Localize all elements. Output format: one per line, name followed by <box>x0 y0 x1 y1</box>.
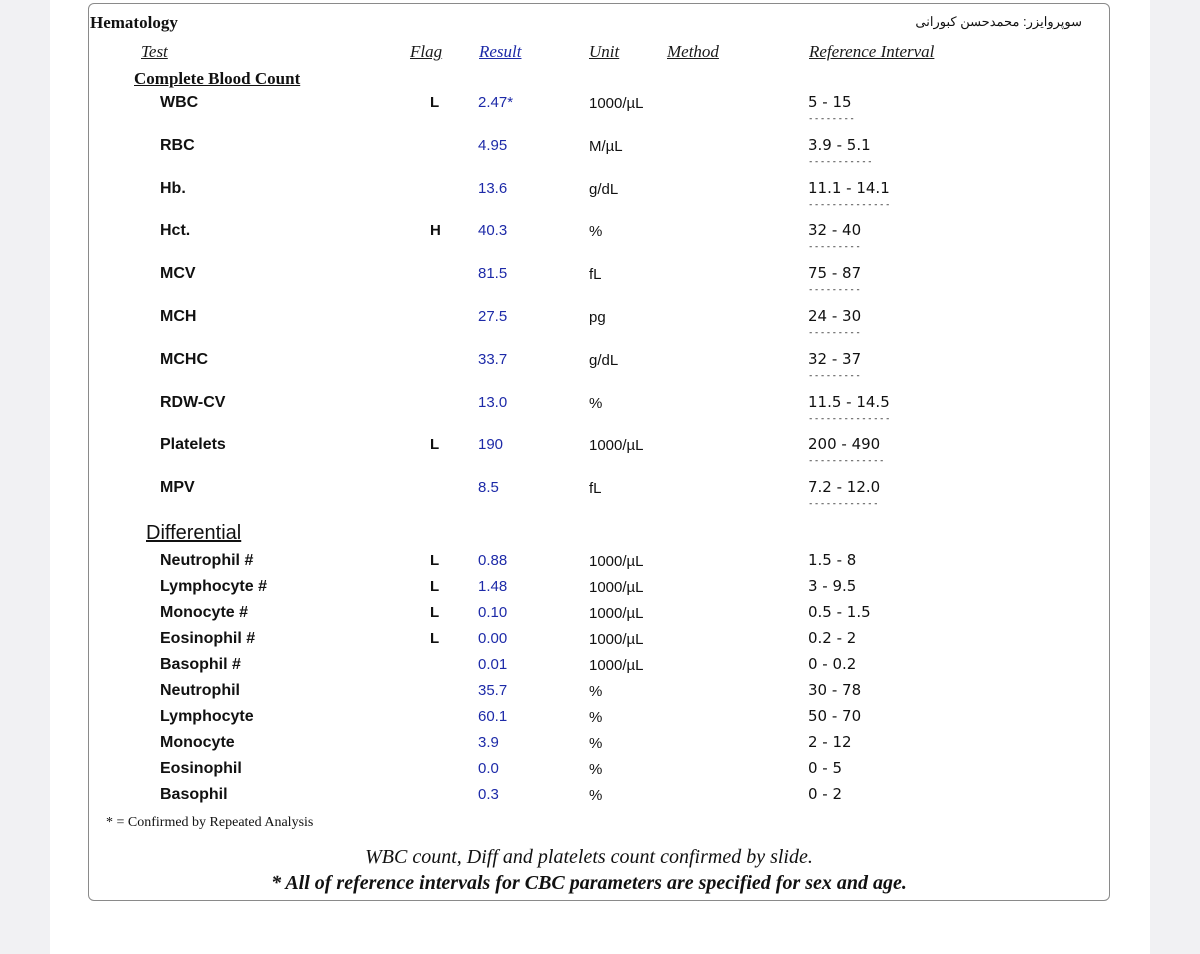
column-header-test: Test <box>141 42 168 61</box>
unit-value: 1000/µL <box>589 579 644 596</box>
unit-value: M/µL <box>589 137 623 155</box>
result-value: 190 <box>478 436 504 454</box>
unit-value: g/dL <box>589 351 619 369</box>
result-value: 81.5 <box>478 265 508 283</box>
reference-separator: -------- <box>808 114 856 124</box>
column-header-reference: Reference Interval <box>809 42 935 61</box>
footnote: * = Confirmed by Repeated Analysis <box>106 815 314 830</box>
unit-value: 1000/µL <box>589 553 644 570</box>
result-value: 3.9 <box>478 734 499 751</box>
result-value: 2.47* <box>478 94 514 111</box>
result-value: 0.3 <box>478 786 499 803</box>
test-name: WBC <box>160 94 199 111</box>
test-name: Lymphocyte # <box>160 578 267 595</box>
column-header-method: Method <box>667 42 719 61</box>
result-value: 13.0 <box>478 393 508 411</box>
supervisor-name: سوپروایزر: محمدحسن کبورانی <box>915 14 1082 29</box>
result-value: 0.00 <box>478 630 508 647</box>
result-value: 0.10 <box>478 604 508 621</box>
reference-interval: 200 - 490 <box>808 435 881 454</box>
result-value: 0.01 <box>478 656 508 673</box>
reference-interval: 11.1 - 14.1 <box>808 178 890 197</box>
unit-value: fL <box>589 480 602 498</box>
result-value: 13.6 <box>478 179 508 197</box>
test-name: Hct. <box>160 222 191 240</box>
result-value: 40.3 <box>478 222 508 240</box>
unit-value: 1000/µL <box>589 657 644 674</box>
test-name: RDW-CV <box>160 393 226 411</box>
test-name: Lymphocyte <box>160 708 254 725</box>
reference-interval: 1.5 - 8 <box>808 551 857 569</box>
unit-value: % <box>589 787 603 804</box>
reference-interval: 32 - 40 <box>808 221 862 240</box>
flag-value: L <box>430 604 440 621</box>
test-name: Hb. <box>160 179 186 197</box>
test-name: Eosinophil # <box>160 630 256 647</box>
reference-interval: 7.2 - 12.0 <box>808 478 881 497</box>
test-name: Platelets <box>160 436 226 454</box>
test-name: MPV <box>160 479 195 497</box>
flag-value: L <box>430 436 440 454</box>
result-value: 33.7 <box>478 350 508 368</box>
reference-interval: 11.5 - 14.5 <box>808 392 890 411</box>
reference-separator: ----------- <box>808 156 874 167</box>
cbc-group-title: Complete Blood Count <box>134 69 301 88</box>
result-value: 4.95 <box>478 136 508 154</box>
flag-value: H <box>430 222 441 240</box>
test-name: MCV <box>160 265 196 283</box>
reference-interval: 2 - 12 <box>808 733 852 751</box>
reference-interval-note: * All of reference intervals for CBC parameters are specified for sex and age. <box>271 872 907 894</box>
result-value: 8.5 <box>478 479 499 497</box>
test-name: Basophil <box>160 786 228 803</box>
test-name: Monocyte <box>160 734 235 751</box>
result-value: 35.7 <box>478 682 508 699</box>
reference-separator: ------------ <box>808 499 880 510</box>
reference-interval: 24 - 30 <box>808 307 862 325</box>
reference-separator: --------- <box>808 328 862 338</box>
flag-value: L <box>430 578 440 595</box>
unit-value: 1000/µL <box>589 605 644 622</box>
reference-interval: 0.2 - 2 <box>808 629 857 647</box>
unit-value: 1000/µL <box>589 437 644 455</box>
flag-value: L <box>430 94 440 111</box>
unit-value: fL <box>589 266 602 284</box>
reference-interval: 50 - 70 <box>808 707 862 725</box>
result-value: 27.5 <box>478 308 508 325</box>
reference-interval: 5 - 15 <box>808 93 852 111</box>
test-name: Neutrophil <box>160 682 240 699</box>
unit-value: pg <box>589 309 606 326</box>
test-name: MCH <box>160 308 197 325</box>
reference-separator: --------- <box>808 370 862 381</box>
reference-interval: 0 - 2 <box>808 785 843 803</box>
unit-value: % <box>589 683 603 700</box>
section-title: Hematology <box>90 13 178 32</box>
result-value: 0.0 <box>478 760 499 777</box>
reference-separator: ------------- <box>808 456 885 467</box>
result-value: 60.1 <box>478 708 508 725</box>
flag-value: L <box>430 630 440 647</box>
slide-confirmation-note: WBC count, Diff and platelets count confirmed by slide. <box>365 846 813 868</box>
column-header-result: Result <box>479 42 522 61</box>
unit-value: % <box>589 223 603 241</box>
reference-interval: 75 - 87 <box>808 264 862 283</box>
flag-value: L <box>430 552 440 569</box>
column-header-flag: Flag <box>410 42 443 61</box>
reference-separator: --------- <box>808 242 862 253</box>
unit-value: % <box>589 761 603 778</box>
unit-value: % <box>589 709 603 726</box>
reference-interval: 3.9 - 5.1 <box>808 135 871 154</box>
test-name: Basophil # <box>160 656 241 673</box>
result-value: 1.48 <box>478 578 508 595</box>
differential-group-title: Differential <box>146 522 242 544</box>
column-header-unit: Unit <box>589 42 620 61</box>
reference-interval: 0 - 0.2 <box>808 655 857 673</box>
test-name: Neutrophil # <box>160 552 254 569</box>
reference-interval: 30 - 78 <box>808 681 862 699</box>
reference-interval: 32 - 37 <box>808 349 862 368</box>
reference-separator: -------------- <box>808 199 891 210</box>
reference-interval: 0 - 5 <box>808 759 843 777</box>
reference-interval: 0.5 - 1.5 <box>808 603 871 621</box>
unit-value: 1000/µL <box>589 95 644 112</box>
test-name: MCHC <box>160 350 208 368</box>
reference-interval: 3 - 9.5 <box>808 577 857 595</box>
reference-separator: -------------- <box>808 413 891 424</box>
result-value: 0.88 <box>478 552 508 569</box>
unit-value: g/dL <box>589 180 619 198</box>
test-name: RBC <box>160 136 195 154</box>
unit-value: % <box>589 735 603 752</box>
unit-value: 1000/µL <box>589 631 644 648</box>
reference-separator: --------- <box>808 285 862 296</box>
unit-value: % <box>589 394 603 412</box>
test-name: Eosinophil <box>160 760 242 777</box>
test-name: Monocyte # <box>160 604 249 621</box>
